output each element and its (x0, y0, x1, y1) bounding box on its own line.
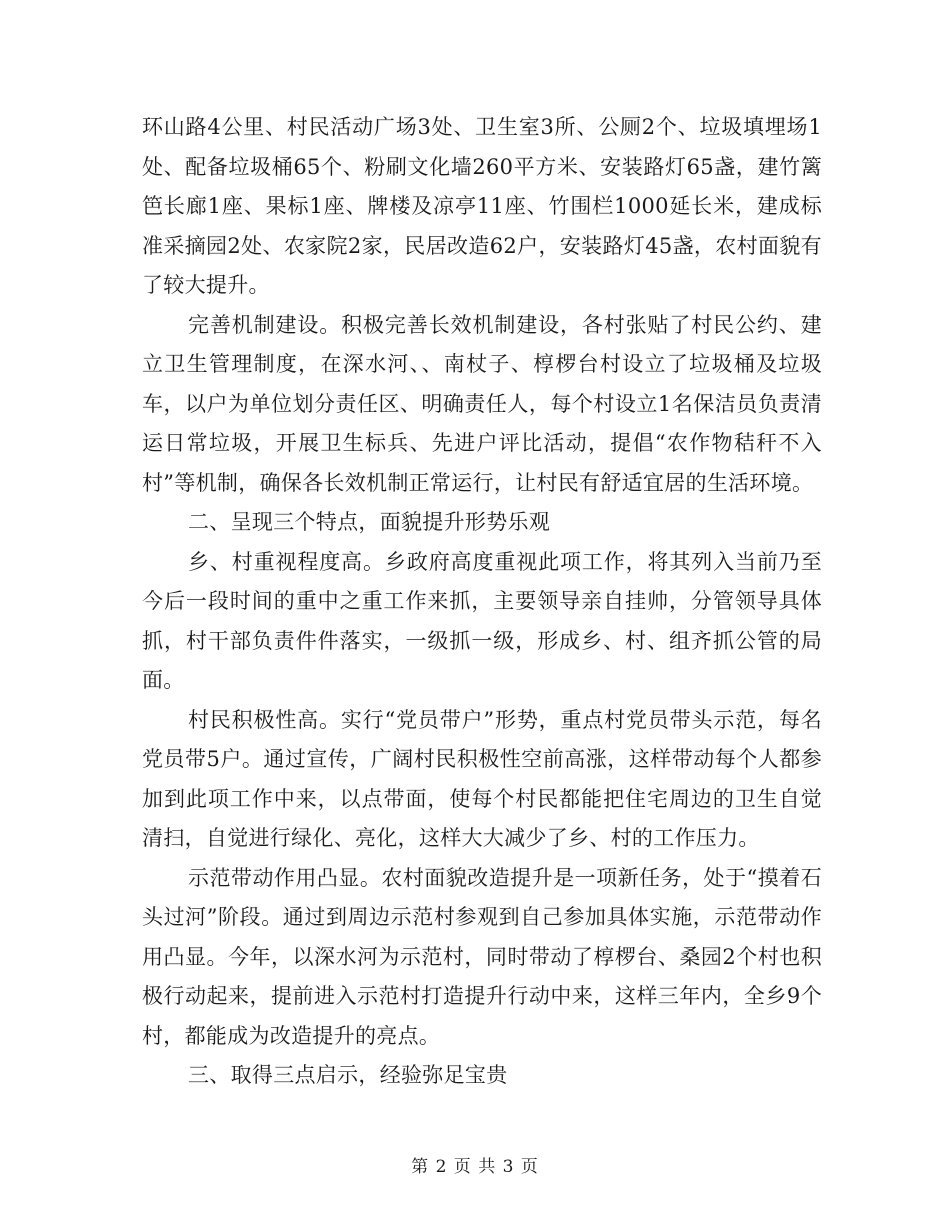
paragraph-attention: 乡、村重视程度高。乡政府高度重视此项工作，将其列入当前乃至今后一段时间的重中之重工作来抓，主要领导亲自挂帅，分管领导具体抓，村干部负责件件落实，一级抓一级，形成乡、村、组齐抓公管的局面。 (142, 549, 822, 692)
paragraph-demonstration: 示范带动作用凸显。农村面貌改造提升是一项新任务，处于“摸着石头过河”阶段。通过到周边示范村参观到自己参加具体实施，示范带动作用凸显。今年，以深水河为示范村，同时带动了椁椤台、桑园2个村也积极行动起来，提前进入示范村打造提升行动中来，这样三年内，全乡9个村，都能成为改造提升的亮点。 (142, 865, 822, 1048)
page-number-footer: 第 2 页 共 3 页 (411, 1157, 539, 1177)
section-heading-three: 三、取得三点启示，经验弥足宝贵 (188, 1063, 508, 1087)
section-heading-two: 二、呈现三个特点，面貌提升形势乐观 (188, 510, 551, 534)
document-body (142, 108, 822, 1096)
paragraph-villagers: 村民积极性高。实行“党员带户”形势，重点村党员带头示范，每名党员带5户。通过宣传，广阔村民积极性空前高涨，这样带动每个人都参加到此项工作中来，以点带面，使每个村民都能把住宅周边的卫生自觉清扫，自觉进行绿化、亮化，这样大大减少了乡、村的工作压力。 (142, 707, 822, 850)
paragraph-mechanism: 完善机制建设。积极完善长效机制建设，各村张贴了村民公约、建立卫生管理制度，在深水河、、南杖子、椁椤台村设立了垃圾桶及垃圾车，以户为单位划分责任区、明确责任人，每个村设立1名保洁员负责清运日常垃圾，开展卫生标兵、先进户评比活动，提倡“农作物秸秆不入村”等机制，确保各长效机制正常运行，让村民有舒适宜居的生活环境。 (142, 312, 822, 495)
paragraph-continuation: 环山路4公里、村民活动广场3处、卫生室3所、公厕2个、垃圾填埋场1处、配备垃圾桶65个、粉刷文化墙260平方米、安装路灯65盏，建竹篱笆长廊1座、果标1座、牌楼及凉亭11座、竹围栏1000延长米，建成标准采摘园2处、农家院2家，民居改造62户，安装路灯45盏，农村面貌有了较大提升。 (142, 115, 822, 297)
